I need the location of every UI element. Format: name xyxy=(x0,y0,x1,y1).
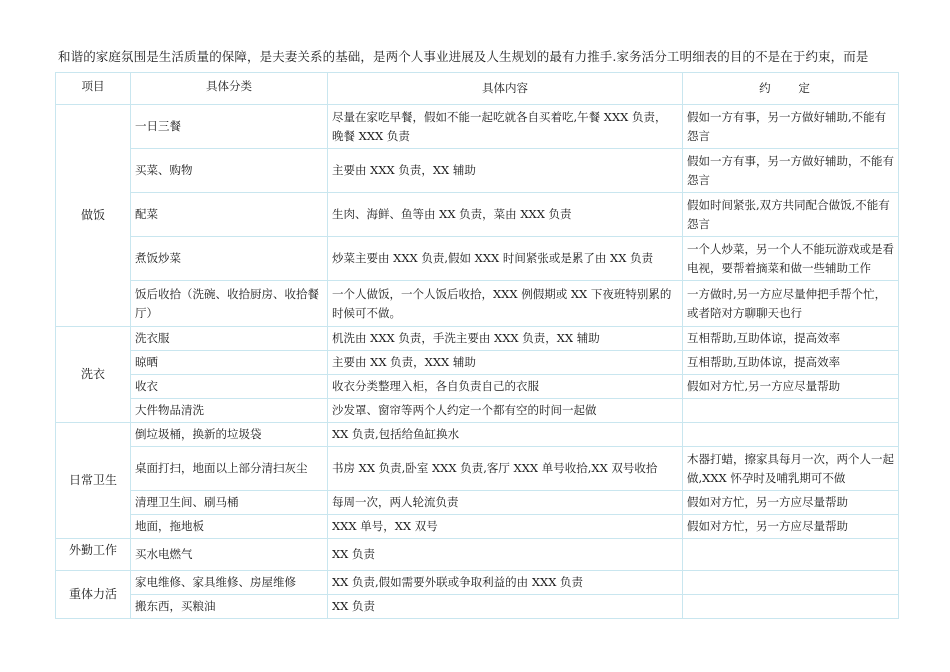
content-cell: 一个人做饭，一个人饭后收拾，XXX 例假期或 XX 下夜班特别累的时候可不做。 xyxy=(328,281,683,327)
agreement-cell: 木器打蜡，擦家具每月一次，两个人一起做,XXX 怀孕时及哺乳期可不做 xyxy=(683,447,899,491)
agreement-cell: 互相帮助,互助体谅，提高效率 xyxy=(683,327,899,351)
table-row xyxy=(56,539,899,571)
agreement-cell: 一方做时,另一方应尽量伸把手帮个忙，或者陪对方聊聊天也行 xyxy=(683,281,899,327)
agreement-cell: 假如对方忙，另一方应尽量帮助 xyxy=(683,491,899,515)
agreement-cell: 假如对方忙,另一方应尽量帮助 xyxy=(683,375,899,399)
content-cell: 主要由 XXX 负责，XX 辅助 xyxy=(328,149,683,193)
header-item: 项目 xyxy=(56,73,131,105)
subcategory-cell: 地面，拖地板 xyxy=(131,515,328,539)
content-cell: 尽量在家吃早餐，假如不能一起吃就各自买着吃,午餐 XXX 负责，晚餐 XXX 负责 xyxy=(328,105,683,149)
table-row xyxy=(56,595,899,619)
subcategory-cell: 收衣 xyxy=(131,375,328,399)
table-row xyxy=(56,423,899,447)
subcategory-cell: 清理卫生间、刷马桶 xyxy=(131,491,328,515)
intro-paragraph: 和谐的家庭氛围是生活质量的保障，是夫妻关系的基础，是两个人事业进展及人生规划的最有力推手.家务活分工明细表的目的不是在于约束，而是 xyxy=(58,49,869,64)
content-cell: 主要由 XX 负责，XXX 辅助 xyxy=(328,351,683,375)
table-row xyxy=(56,281,899,327)
table-row xyxy=(56,571,899,595)
agreement-cell xyxy=(683,423,899,447)
content-cell: 每周一次，两人轮流负责 xyxy=(328,491,683,515)
subcategory-cell: 一日三餐 xyxy=(131,105,328,149)
agreement-cell: 互相帮助,互助体谅，提高效率 xyxy=(683,351,899,375)
category-cell: 洗衣 xyxy=(56,327,131,423)
table-row xyxy=(56,237,899,281)
subcategory-cell: 倒垃圾桶，换新的垃圾袋 xyxy=(131,423,328,447)
content-cell: 沙发罩、窗帘等两个人约定一个都有空的时间一起做 xyxy=(328,399,683,423)
table-row xyxy=(56,375,899,399)
subcategory-cell: 洗衣服 xyxy=(131,327,328,351)
content-cell: 收衣分类整理入柜，各自负责自己的衣服 xyxy=(328,375,683,399)
table-row xyxy=(56,447,899,491)
content-cell: 生肉、海鲜、鱼等由 XX 负责，菜由 XXX 负责 xyxy=(328,193,683,237)
table-row xyxy=(56,515,899,539)
table-row xyxy=(56,399,899,423)
category-cell: 重体力活 xyxy=(56,571,131,619)
category-cell: 日常卫生 xyxy=(56,423,131,539)
header-content: 具体内容 xyxy=(328,73,683,105)
agreement-cell xyxy=(683,539,899,571)
subcategory-cell: 大件物品清洗 xyxy=(131,399,328,423)
content-cell: 机洗由 XXX 负责，手洗主要由 XXX 负责，XX 辅助 xyxy=(328,327,683,351)
subcategory-cell: 桌面打扫，地面以上部分清扫灰尘 xyxy=(131,447,328,491)
header-subcategory: 具体分类 xyxy=(131,73,328,105)
category-cell: 外勤工作 xyxy=(56,539,131,571)
content-cell: XXX 单号，XX 双号 xyxy=(328,515,683,539)
agreement-cell xyxy=(683,595,899,619)
content-cell: XX 负责 xyxy=(328,595,683,619)
table-row xyxy=(56,105,899,149)
table-row xyxy=(56,149,899,193)
content-cell: XX 负责 xyxy=(328,539,683,571)
subcategory-cell: 家电维修、家具维修、房屋维修 xyxy=(131,571,328,595)
agreement-cell: 假如一方有事，另一方做好辅助，不能有怨言 xyxy=(683,149,899,193)
subcategory-cell: 煮饭炒菜 xyxy=(131,237,328,281)
agreement-cell xyxy=(683,399,899,423)
agreement-cell xyxy=(683,571,899,595)
subcategory-cell: 搬东西，买粮油 xyxy=(131,595,328,619)
header-row xyxy=(56,73,899,105)
category-cell: 做饭 xyxy=(56,105,131,327)
subcategory-cell: 买水电燃气 xyxy=(131,539,328,571)
content-cell: XX 负责,包括给鱼缸换水 xyxy=(328,423,683,447)
agreement-cell: 假如对方忙，另一方应尽量帮助 xyxy=(683,515,899,539)
table-row xyxy=(56,327,899,351)
subcategory-cell: 配菜 xyxy=(131,193,328,237)
subcategory-cell: 晾晒 xyxy=(131,351,328,375)
content-cell: 炒菜主要由 XXX 负责,假如 XXX 时间紧张或是累了由 XX 负责 xyxy=(328,237,683,281)
chores-table xyxy=(55,72,899,619)
agreement-cell: 一个人炒菜，另一个人不能玩游戏或是看电视，要帮着摘菜和做一些辅助工作 xyxy=(683,237,899,281)
subcategory-cell: 买菜、购物 xyxy=(131,149,328,193)
content-cell: XX 负责,假如需要外联或争取利益的由 XXX 负责 xyxy=(328,571,683,595)
table-row xyxy=(56,351,899,375)
header-agreement: 约 定 xyxy=(683,73,899,105)
table-row xyxy=(56,193,899,237)
agreement-cell: 假如一方有事，另一方做好辅助,不能有怨言 xyxy=(683,105,899,149)
subcategory-cell: 饭后收拾（洗碗、收拾厨房、收拾餐厅） xyxy=(131,281,328,327)
agreement-cell: 假如时间紧张,双方共同配合做饭,不能有怨言 xyxy=(683,193,899,237)
content-cell: 书房 XX 负责,卧室 XXX 负责,客厅 XXX 单号收拾,XX 双号收拾 xyxy=(328,447,683,491)
table-row xyxy=(56,491,899,515)
